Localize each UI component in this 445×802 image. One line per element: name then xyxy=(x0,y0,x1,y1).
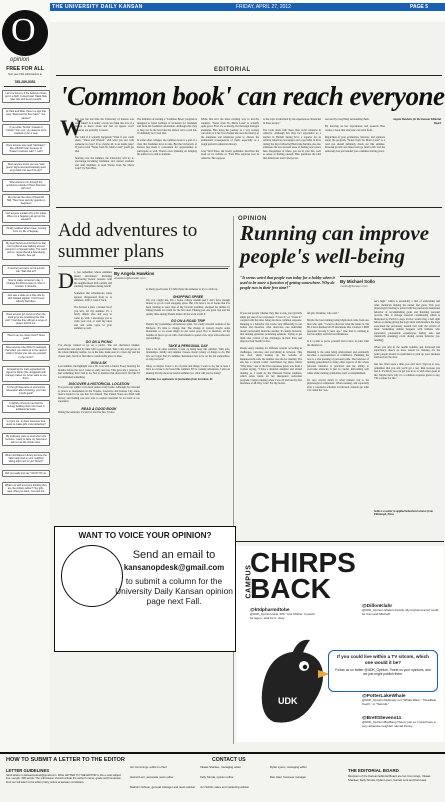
free-for-all-title: FREE FOR ALL xyxy=(6,66,44,72)
summer-intro: o you remember where summers meant adventures? Including discovering buried treasure with the neighborhood kids outside and catching caterpillars during lunch? Somehow that adventurous, sense appears disappeared from us as summers. Well, I want it back. I've devised a plan, a bucket list if you will, for my summer. It's a fairly simple idea and easy to come up with. I encourage you to write your own, or steal my ideas and add some spice to your summer as well. xyxy=(74,271,112,330)
voice-line-2: to submit a column for the University Daily Kansan opinion page next Fall. xyxy=(115,576,233,606)
column-divider xyxy=(233,216,234,744)
ffa-entry xyxy=(2,240,50,259)
ffa-entry-text: Does anyone get nervous when the track guys are practicing like that just? I feel like they will get a surge of power and hit me. xyxy=(5,312,47,325)
running-pull-quote: "It seems weird that people run today for a hobby when it used to be more a function of getting somewhere. Why do people run in their free time?" xyxy=(240,275,335,290)
ffa-entry-text: Can anyone explain why a KU police officer on a Segway just got on the elevator? xyxy=(5,211,47,221)
editorial-signature: Angela Hawkins for the Kansan Editorial Board xyxy=(392,118,441,125)
running-column-2: ful girl, Christine, who can't." Maybe the best running being implicated came from one man who said, "I want to discover what the future is. I'm 66, I have finished all 23 marathons that I started. I PRD (personal record) 3 years ago." One man is running to test his ability and find out limitations. Is it a point to prove yourself and to have no idea what the distance is. Running is the same being achievement and eventually becomes a representation of confidence. Finishing the race is a true learning of personal pride. The behavior of running generalized to many other aspects of life where personal initiative is practiced and the ability to overcome obstacles is just as crucial. Performing well while while running symbolizes such accomplishment. It's also crucial detail in what runners run is the physiological component. When running, and especially after a consistent schedule is followed, runners get what it is called the "run- xyxy=(307,312,369,392)
ffa-entry xyxy=(2,161,50,174)
editorial-label: EDITORIAL xyxy=(214,67,251,73)
editorial-column-3: While this isn't the most exciting way to involve students, "Notes from No Man's Land" is actually quite good. First, it's so mostly, but thorough dialogue examples. Biss notes her journey as a way readers can relate to it her first chapter she uses the history of the telephone and telephone poles to discuss the unintended consequences of them, especially as a tough period in American history. Gray Wolf Press, the book's publisher, describes the book on its website as "Eula Biss explores race in America. Her suppose xyxy=(201,118,260,160)
ffa-entry-text: Comparing the main expanded bar signed to Roots (the Jungletoth with orange) makes me never want to use them. xyxy=(5,367,47,381)
ffa-entry xyxy=(2,179,50,192)
chirps-title: CHIRPS BACK xyxy=(250,547,356,604)
summer-conclusion: Okay, so maybe I have a lot of plans and things I want to do, but at least I have no excuse to be bored this summer. I'll be cooking adventures. I plan on making this my most successful summer yet, what will you be doing? xyxy=(146,364,230,375)
ffa-phone: 785-289-8351 xyxy=(14,80,36,84)
summer-picnic-text: I've always wanted to go on a picnic. The red checkered blanket, sandwiches and quiet by time with a good friend. Take a day and get out of the whole thinking routine. Go to the lake, make sure it's a nice day and the closest park, beach or find that is comfortable place to dine. xyxy=(58,344,140,358)
contact-entry: Vikaas Shanker, managing editor xyxy=(200,765,241,769)
ffa-entry-text: Is it just me, or does someone love quest to make girls more attractive? xyxy=(6,419,46,426)
summer-column-2 xyxy=(146,288,230,381)
chirp-text-3: @UDK_Opinion Definitely not "Whale Wars," "Deadliest Catch," or "Swords." xyxy=(362,698,436,706)
contact-entry: Kelly Stroda, opinion editor xyxy=(200,775,234,779)
ffa-entry xyxy=(2,344,50,360)
ffa-entry-text: If you write "burrito" instead of "tortiza," then yes, you deserve to be cropped up for a year. xyxy=(5,125,47,135)
running-bottom-rule xyxy=(236,541,444,542)
chirp-tweet-2 xyxy=(362,604,442,617)
page-number: PAGE 5 xyxy=(410,3,428,10)
running-column-1: If you ask people whether they like to run, you typically either get one of two responses: "I love it," or "I hate it," coupled with the latter being the more common response. Running is a behavior that works very differently in our bodies and therefore what motivates one individual doesn't necessarily motivate another. It's funny, however, that running generates polarizing opinions. Trying to get them take control of the challenges in their lives and improve their health be free. People enjoy running for different reasons according to challenges, victories, and everything in between. This was clear when looking up the website of Runnersworld.com, the number one site for running. The site has a current reader contributed tag mesa called, "Why Run," one of the first responses given was from a woman saying, "I have a disabled daughter and started running so I could do the Pheasant Prairie triathlon, which raises funds for her therapeutic recreation program. I began running when I was 25 and ran my first marathon at 48.Why I run? For my beauti- xyxy=(240,312,302,385)
ffa-entry-text: Let's be honest, if the ballroom hears got in a fight, it would start Hawk Side Stay ride with Fenoy tonight. xyxy=(5,92,47,102)
ffa-entry xyxy=(2,124,50,137)
ffa-entry-text: My professor yells so loud when she lectures. I want to raise my hand and ask to use the inside voice. xyxy=(5,435,47,445)
editorial-board-text: Members of the Kansan Editorial Board are Ian Cummings, Vikaas Shanker, Kelly Stroda, Dylan Lysen, Garrett Lent and Dan Haul. xyxy=(348,774,431,782)
ffa-entry xyxy=(2,265,50,275)
chirps-campus-label: CAMPUS xyxy=(245,564,253,599)
running-column-3: ner's high," which is essentially a mix of endorphins and other chemicals making the runner feel great. This poor physiological feeling is paired with the previously mentioned behavior of accomplishing goals and finishing personal records. This is vintage classical conditioning which is illustrated by Pavlov's dogs. Pavlov would ring a bell right before or during giving the dog's meal and therefore the dogs associated the previously neutral bell with the reward of meat. Something similar happens with humans who experience pleasurable experiences during runs and chemically speaking) occur during certain behavior (i.e. running). When you add in the health benefits and increased life expectancy, there's no more reason for running—it's the point people should, in equivalent to pick up your sneakers and head out the door. Just run. Once upon a time, you can't do it. Sign up to race, remember that you and you'll get a test. Run because you feel it. It's likely you can get you in so to with other goals in life. Maybe that's why it's a common response given to any, 'I'm a runner for life.' xyxy=(374,300,440,380)
ffa-entry xyxy=(2,433,50,446)
page-header xyxy=(0,0,445,22)
subhead-book: READ A GOOD BOOK xyxy=(81,406,117,411)
ffa-entry-text: It slightly concerns me that the biology building does not invest in antibacterial soap. xyxy=(7,401,45,411)
ffa-entry xyxy=(2,452,50,465)
subhead-road-trip: GO ON A ROAD TRIP xyxy=(170,319,206,323)
ffa-entry-text: What's up with everyone thinking they are the clothes police? Hey girls, wear what you want. You look hot. xyxy=(5,484,47,494)
ffa-entry-text: When did Watson Library become the "talk really loud to your neighbor sitting right next to you" library? xyxy=(5,453,47,463)
opinion-letter-o: O xyxy=(11,12,36,49)
summer-email: ahawkins@kansan.com xyxy=(114,276,146,280)
ffa-entry xyxy=(2,210,50,223)
running-bio: Sollo is a senior in applied behavioral science from Pittsburgh, Penn. xyxy=(374,510,433,517)
chirp-handle-4[interactable]: @BrettStevens11 xyxy=(362,716,402,721)
sidebar-divider xyxy=(4,86,46,87)
voice-email[interactable]: kansanopdesk@gmail.com xyxy=(123,563,225,572)
running-label: OPINION xyxy=(238,216,267,222)
drop-cap-w: W xyxy=(60,115,82,140)
subhead-personal-day: TAKE A PERSONAL DAY xyxy=(168,343,208,348)
ffa-entry-text: There's an ice cream truck? Nooo yeah! xyxy=(7,334,45,341)
editorial-column-4: to the topic is informed by the experiences chronicled in these essays." The book deals with more than racial relations in America. Although this may fact experience as a teacher in Harlem during 9/11, a reporter for an African American newspaper and a specialist in lives during the days following Hurricane Katrina, she also addresses the ever present issue of finding one's place here. Regardless of where you are in your life, such as sense of finding oneself. Biss questions the idea that Americans aren't always suc- xyxy=(263,118,321,160)
voice-kansan-seal xyxy=(61,545,123,607)
ffa-entry xyxy=(2,90,50,103)
editorial-column-2: The initiative of starting a "Common Book" program is designed to foster feelings of inclusion for freshmen and from the freshmen orientation. Although this may or may not be the best idea the answer isn't a read but, its definitely not a bad idea. In some other colleges, the common book is a part of a class that freshmen have to take. But the University of Kansas has made it convenient for opportunities to participate as well. There's even planning on bringing the author in to talk to students. xyxy=(137,118,197,156)
guidelines-text: Send letters to kansanopdesk@gmail.com. Write LETTER TO THE EDITOR in the e-mail subject line. Length: 300 words. The submission should include the author's name, grade and hometown. Find our full letter to the editor policy online at kansan.com/letters. xyxy=(6,774,122,784)
footer-title: HOW TO SUBMIT A LETTER TO THE EDITOR xyxy=(6,757,125,763)
ffa-entry xyxy=(2,384,50,397)
chirp-text-2: @UDK_Opinion Modern Family. My boyfriend and I could be Cam and Mitchell! xyxy=(362,608,439,616)
ffa-entry-text: Does anyone know you see "well guest" signs and automatically want to go back it to see if it's dry? xyxy=(6,162,46,172)
contact-entry: Dan Haul, business manager xyxy=(270,775,307,779)
ffa-entry-text: I finally realized what's been missing from my life. A Segway. xyxy=(5,226,47,233)
ffa-entry xyxy=(2,400,50,413)
ffa-entry xyxy=(2,311,50,327)
svg-text:UDK: UDK xyxy=(278,696,298,706)
voice-your-opinion-box xyxy=(54,526,236,652)
running-byline-box xyxy=(340,276,440,293)
summer-byline: By Angela Hawkins xyxy=(114,271,155,276)
summer-headline: Add adventures to summer plans xyxy=(58,220,198,262)
chirp-handle-2[interactable]: @DillonKlahr xyxy=(362,604,393,609)
running-byline: By Michael Sollo xyxy=(340,279,375,284)
ffa-entry xyxy=(2,482,50,495)
chirp-tweet-4 xyxy=(362,716,442,729)
ffa-entry-text: Does anyone else read "laboratory" like a British man because of Tradec's Cartoon Lab? I, Lab? xyxy=(6,144,46,154)
summer-byline-box xyxy=(114,268,228,287)
summer-historical-text: I've grown up within a two-hour radius of my home. Although I've traveled to places to monuments in the Topeka, Lawrence and Kansas City areas, there's bound to be one that I've missed. The United States are filled with history and finding one new area to explore shouldn't be too hard or too expensive. xyxy=(58,386,140,403)
ffa-entry xyxy=(2,194,50,207)
ffa-entry xyxy=(2,108,50,121)
ffa-entry-text: Just saw a dude on a bike ride by with braided pigtails. I don't know nobody had bikes. xyxy=(7,294,45,304)
ffa-entry-text: A squirrel just came out of a trash can. Was that so? xyxy=(7,266,45,273)
summer-col2-intro: as many good books if I didn't have the semester to try to catch up. xyxy=(146,288,218,291)
ffa-entry xyxy=(2,142,50,155)
running-headline: Running can improve people's well-being xyxy=(240,221,430,268)
summer-run-text: Last summer, the highlight was a 5K I ran with a friend. Every morning for months before the run I woke up early and ran. This gave me a purpose. I had something that I had to do. Not to mention that afterward I felt like I'd accomplished something. xyxy=(58,365,140,379)
chirp-text-4: @UDK_Opinion Big Bang Theory just so I could have a very attractive neighbor named Penny. xyxy=(362,720,436,728)
ffa-entry-text: Does anyone else think it's awkward that when you stand up in the various stalls in Fraser you can see yourself in the mirror? xyxy=(5,346,47,359)
ffa-entry-text: To the girl that came to economics discussion after drowning, your hair smells good! xyxy=(6,386,46,396)
ffa-entry xyxy=(2,332,50,342)
call-prompt: Text your FFA submissions to xyxy=(8,73,42,76)
editorial-column-1: hen was the last time the University of Kansas was once taken? Is it really a book we think this lots of a person to know about and feel an appear over? Chances are probably it wasn't. But what if it actually happened? What if you could share, "There and Women" with what you saw with someone in class? If so, maybe all, is an inside joke? If you've read "Notes from No Man's Land" you'll get that. Starting over the summer, the University will try to encourage incoming freshmen and current students and staff members to read "Notes from No Man's Land" by Eula Biss. xyxy=(75,118,134,170)
chirp-handle-3[interactable]: @PotterLakeWhale xyxy=(362,694,406,699)
chirps-question-bubble xyxy=(328,650,438,692)
opinion-circle xyxy=(2,10,48,56)
contact-entry: Jon Schlitt, sales and marketing adviser xyxy=(200,785,250,789)
ffa-entry-text: Don't break the rules of Nasonith Hall. They have security guards on Segways! xyxy=(6,196,46,206)
subhead-shopping: SHOPPING SPREE xyxy=(172,294,204,299)
subhead-historical: DISCOVER A HISTORICAL LOCATION xyxy=(68,382,130,386)
ffa-entry-text: My best friend just informed me that her boyfriend was walking around campus in a Speedo today. The weird part is I remembered a Speedoing Speedo. See ya! xyxy=(5,242,47,258)
ffa-entry xyxy=(2,418,50,428)
editorial-column-5: succeed by everything surrounding them. By drawing on her experiences and research Biss creates a book that everyone can learn from. Regardless of your graduation, interests, and opinions about the program, "Notes from No Man's Land" is a read you should definitely check out this summer. Personal growth and input from go fund to KU and the university has just handed you a summer starting place. xyxy=(325,118,385,153)
contact-title: CONTACT US xyxy=(212,757,246,763)
section-name: opinion xyxy=(10,57,30,63)
summer-book-text: During the semester, it's hard to read for fun. I'd also xyxy=(58,410,115,414)
subhead-picnic: GO ON A PICNIC xyxy=(85,340,113,344)
contact-entry: Ian Cummings, editor-in-chief xyxy=(130,765,167,769)
running-email: msollo@kansan.com xyxy=(340,284,368,288)
editorial-top-rule xyxy=(56,75,442,76)
ffa-entry-text: Did you really just say YOLO? Oh no. xyxy=(5,472,47,475)
ffa-entry xyxy=(2,470,50,477)
summer-personal-day-text: Like a lot of other students, I plan on being busy this summer. With jobs, internships, family and summer classes, there's plenty of things to do. But let's not forget that it's summer. Relaxation has to be on the list somewhere, so why not here? xyxy=(146,347,230,361)
ffa-entry xyxy=(2,366,50,382)
ffa-entry xyxy=(2,225,50,235)
submission-footer xyxy=(0,752,445,802)
free-for-all-sidebar xyxy=(0,0,50,800)
subhead-run: RUN A 5K xyxy=(91,361,107,365)
summer-shopping-text: Oh, you caught me, I'm a broke college student and I don't have enough money to go on a real shopping spree. But I do have a lot of books that I've been wanting to read. One of my favorite pastimes: shopped for mimes by taking friends on a hunt for the best deal. Finding just one great buy and the quality time among friends makes all the work worth it. xyxy=(146,298,230,316)
contact-entry: Dylan Lysen, managing editor xyxy=(270,765,307,769)
ffa-entry xyxy=(2,292,50,305)
summer-rule xyxy=(58,266,230,267)
summer-road-trip-text: Despite my (sometimes adventurous spirit, I've rarely traveled outside of the Midwest. It's time to change that. The change of scenery maybe some mountains or an ocean might do me some good. Not to mention, all the bundles of fun to go on with a fun friends to spend a few days with some new surroundings. xyxy=(146,323,230,340)
contact-entry: Garrett Lent, associate news editor xyxy=(130,775,174,779)
drop-cap-d: D xyxy=(58,268,74,293)
voice-title: WANT TO VOICE YOUR OPINION? xyxy=(78,531,212,540)
voice-line-1: Send an email to xyxy=(132,549,216,561)
issue-date: FRIDAY, APRIL 27, 2012 xyxy=(236,3,291,10)
paper-name: THE UNIVERSITY DAILY KANSAN xyxy=(52,3,143,10)
summer-column-1 xyxy=(58,340,140,414)
ffa-entry-text: At Park and Ride, there's a sign that says "Reserved for bus riders". Yes, please? xyxy=(6,110,46,120)
editorial-board-title: THE EDITORIAL BOARD xyxy=(348,768,399,773)
guidelines-title: LETTER GUIDELINES xyxy=(6,768,50,773)
chirps-follow-note: Follow us on twitter @UDK_Opinion. Tweet us your opinions, and we just might publish them. xyxy=(335,668,431,677)
ffa-entry xyxy=(2,277,50,290)
summer-bio: Hawkins is a sophomore in journalism from Scranton, Kt. xyxy=(146,378,213,381)
editorial-bottom-rule xyxy=(56,207,442,208)
twitter-bird-icon xyxy=(252,632,328,732)
ffa-entry-text: Who wants to run through the sprinklers outside of Hanz Peterson with me? xyxy=(6,180,46,191)
contact-entry: Malcolm Gibson, general manager and news adviser xyxy=(130,785,196,789)
ffa-entry-text: Now to make someone's day. 1. Change the FFA number to mine 2. Answer. 3. Results. xyxy=(6,278,46,289)
chirp-text-1: @UDK_Opinion How 'Ahh' Your Mother. It would be legen...wait for it...dary. xyxy=(250,612,315,620)
editorial-headline: 'Common book' can reach everyone xyxy=(60,81,445,111)
campus-chirps-back xyxy=(236,546,444,742)
chirp-handle-1[interactable]: @ktdpharmdtobe xyxy=(250,608,290,613)
chirps-question: If you could live within a TV sitcom, which one would it be? xyxy=(337,654,429,665)
chirp-tweet-1 xyxy=(250,608,318,621)
chirp-tweet-3 xyxy=(362,694,442,707)
